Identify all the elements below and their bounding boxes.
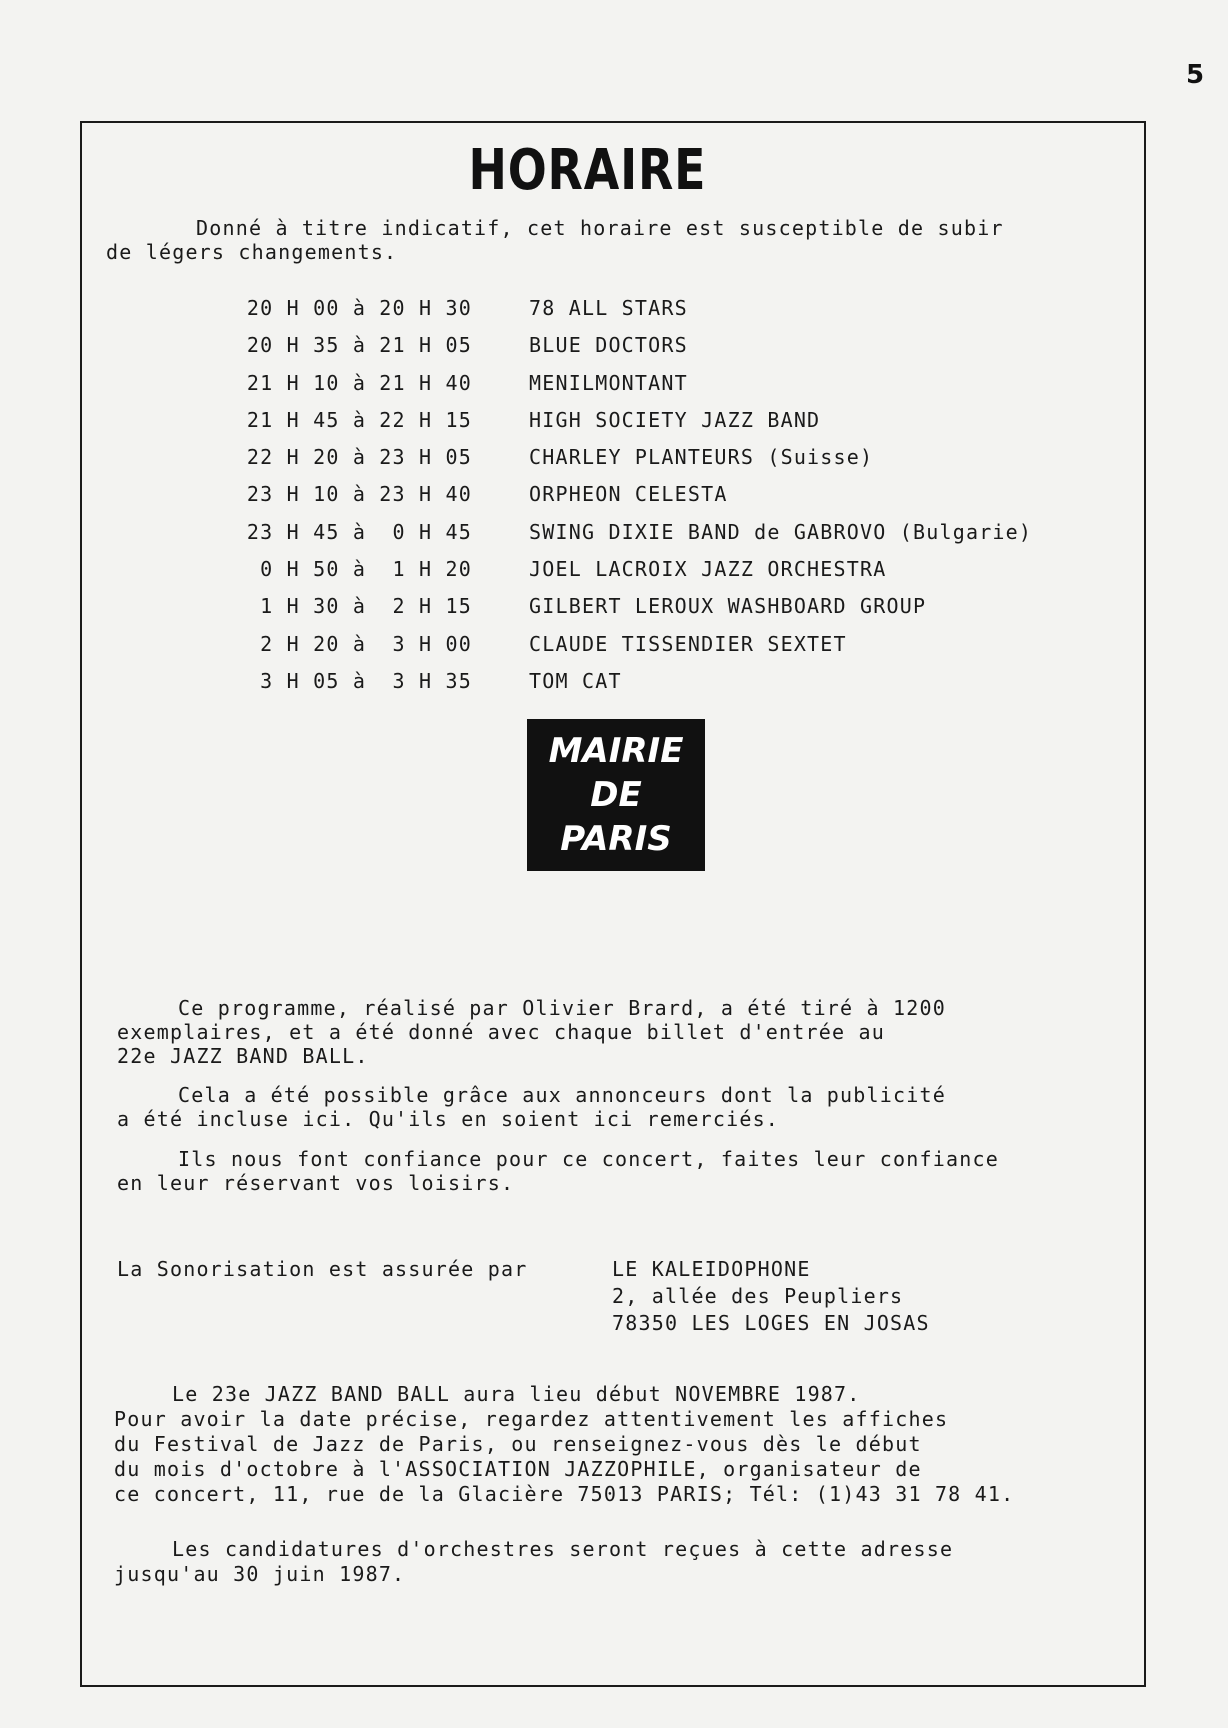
schedule-band: JOEL LACROIX JAZZ ORCHESTRA bbox=[529, 557, 887, 582]
next-edition-line: ce concert, 11, rue de la Glacière 75013 PARIS; Tél: (1)43 31 78 41. bbox=[114, 1482, 1015, 1506]
schedule-time: 23 H 45 à 0 H 45 bbox=[246, 519, 472, 544]
sonorisation-address-line: 78350 LES LOGES EN JOSAS bbox=[612, 1311, 930, 1335]
page-title: HORAIRE bbox=[468, 138, 707, 203]
sponsors-paragraph-line: Cela a été possible grâce aux annonceurs dont la publicité bbox=[178, 1083, 946, 1107]
next-edition-line: Pour avoir la date précise, regardez attentivement les affiches bbox=[114, 1407, 949, 1431]
schedule-time: 1 H 30 à 2 H 15 bbox=[260, 594, 472, 619]
sponsors-paragraph-line: a été incluse ici. Qu'ils en soient ici remerciés. bbox=[117, 1107, 780, 1131]
intro-line-1: Donné à titre indicatif, cet horaire est susceptible de subir bbox=[196, 216, 1004, 240]
next-edition-line: du Festival de Jazz de Paris, ou renseignez-vous dès le début bbox=[114, 1432, 922, 1456]
schedule-time: 21 H 10 à 21 H 40 bbox=[246, 370, 472, 395]
logo-line-3: PARIS bbox=[560, 819, 672, 859]
confidence-paragraph-line: en leur réservant vos loisirs. bbox=[117, 1171, 515, 1195]
program-paragraph-line: Ce programme, réalisé par Olivier Brard, a été tiré à 1200 bbox=[178, 996, 946, 1020]
schedule-band: TOM CAT bbox=[529, 668, 622, 693]
logo-line-1: MAIRIE bbox=[548, 731, 684, 771]
confidence-paragraph-line: Ils nous font confiance pour ce concert, faites leur confiance bbox=[178, 1147, 999, 1171]
schedule-band: MENILMONTANT bbox=[529, 370, 688, 395]
logo-line-2: DE bbox=[590, 775, 642, 815]
page-number: 5 bbox=[1186, 60, 1205, 90]
sonorisation-address-line: 2, allée des Peupliers bbox=[612, 1284, 904, 1308]
program-paragraph-line: 22e JAZZ BAND BALL. bbox=[117, 1044, 369, 1068]
schedule-band: HIGH SOCIETY JAZZ BAND bbox=[529, 407, 821, 432]
candidatures-line: Les candidatures d'orchestres seront reçues à cette adresse bbox=[172, 1537, 954, 1561]
schedule-time: 22 H 20 à 23 H 05 bbox=[246, 445, 472, 470]
schedule-band: ORPHEON CELESTA bbox=[529, 482, 728, 507]
schedule-time: 23 H 10 à 23 H 40 bbox=[246, 482, 472, 507]
schedule-band: 78 ALL STARS bbox=[529, 296, 688, 320]
program-paragraph-line: exemplaires, et a été donné avec chaque billet d'entrée au bbox=[117, 1020, 885, 1044]
intro-line-2: de légers changements. bbox=[106, 240, 398, 264]
schedule-time: 2 H 20 à 3 H 00 bbox=[260, 631, 472, 656]
schedule-time: 3 H 05 à 3 H 35 bbox=[260, 668, 472, 693]
schedule-band: CHARLEY PLANTEURS (Suisse) bbox=[529, 445, 874, 470]
next-edition-line: Le 23e JAZZ BAND BALL aura lieu début NOVEMBRE 1987. bbox=[172, 1382, 861, 1406]
schedule-band: CLAUDE TISSENDIER SEXTET bbox=[529, 631, 847, 656]
sonorisation-label: La Sonorisation est assurée par bbox=[117, 1257, 528, 1281]
schedule-time: 0 H 50 à 1 H 20 bbox=[260, 557, 472, 582]
schedule-time: 20 H 00 à 20 H 30 bbox=[246, 296, 472, 320]
schedule-time: 21 H 45 à 22 H 15 bbox=[246, 407, 472, 432]
schedule-band: BLUE DOCTORS bbox=[529, 333, 688, 358]
candidatures-line: jusqu'au 30 juin 1987. bbox=[114, 1562, 406, 1586]
next-edition-line: du mois d'octobre à l'ASSOCIATION JAZZOPHILE, organisateur de bbox=[114, 1457, 922, 1481]
schedule-band: SWING DIXIE BAND de GABROVO (Bulgarie) bbox=[529, 519, 1033, 544]
sonorisation-address-line: LE KALEIDOPHONE bbox=[612, 1257, 811, 1281]
schedule-time: 20 H 35 à 21 H 05 bbox=[246, 333, 472, 358]
schedule-band: GILBERT LEROUX WASHBOARD GROUP bbox=[529, 594, 927, 619]
mairie-de-paris-logo bbox=[527, 719, 705, 871]
